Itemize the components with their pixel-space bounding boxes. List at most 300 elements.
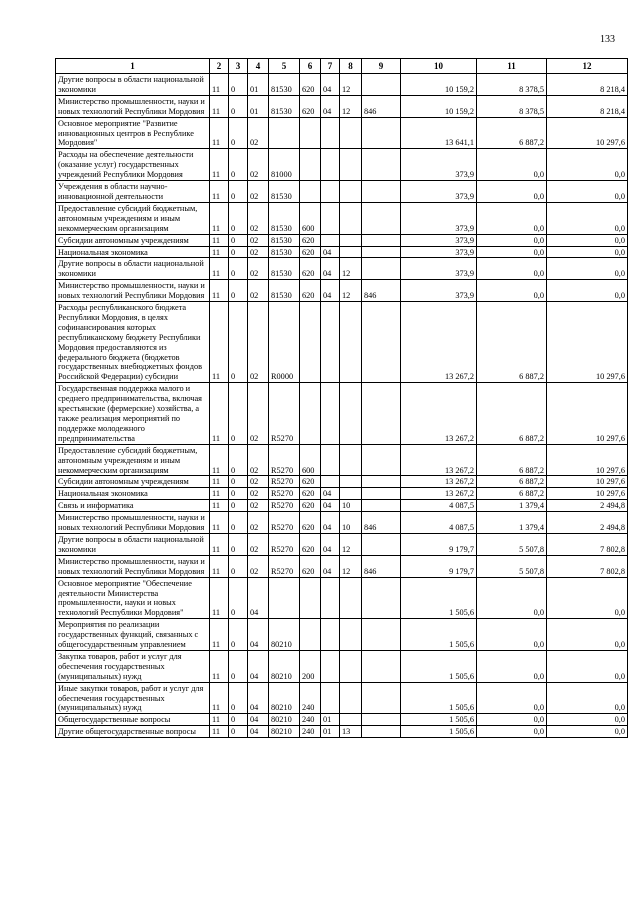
code-cell <box>362 74 401 96</box>
code-cell: 846 <box>362 555 401 577</box>
code-cell: 0 <box>229 650 248 682</box>
code-cell <box>362 476 401 488</box>
code-cell <box>340 202 362 234</box>
code-cell <box>340 302 362 383</box>
item-name-cell: Министерство промышленности, науки и новых технологий Республики Мордовия <box>56 280 210 302</box>
code-cell: 80210 <box>269 650 300 682</box>
table-row <box>56 577 628 619</box>
code-cell <box>362 577 401 619</box>
table-row <box>56 512 628 534</box>
amount-cell: 0,0 <box>477 202 547 234</box>
code-cell <box>300 181 321 203</box>
code-cell: R5270 <box>269 476 300 488</box>
code-cell <box>340 149 362 181</box>
code-cell: 02 <box>248 500 269 512</box>
table-row <box>56 258 628 280</box>
code-cell <box>362 619 401 651</box>
amount-cell: 5 507,8 <box>477 533 547 555</box>
code-cell: R5270 <box>269 488 300 500</box>
amount-cell: 0,0 <box>477 246 547 258</box>
table-row <box>56 246 628 258</box>
amount-cell: 1 505,6 <box>401 619 477 651</box>
item-name-cell: Министерство промышленности, науки и новых технологий Республики Мордовия <box>56 555 210 577</box>
amount-cell: 8 218,4 <box>547 95 628 117</box>
amount-cell: 10 297,6 <box>547 117 628 149</box>
code-cell <box>340 476 362 488</box>
item-name-cell: Расходы республиканского бюджета Республики Мордовия, в целях софинансирования которых республиканскому бюджету Республики Мордовия предоставляются из федерального бюджета (бюджетов государственных внебюджетных фондов Российской Федерации) субсидии <box>56 302 210 383</box>
code-cell <box>321 577 340 619</box>
code-cell: 240 <box>300 714 321 726</box>
code-cell: 620 <box>300 246 321 258</box>
code-cell: 12 <box>340 533 362 555</box>
code-cell: R5270 <box>269 555 300 577</box>
amount-cell: 7 802,8 <box>547 555 628 577</box>
code-cell: 11 <box>210 619 229 651</box>
amount-cell: 2 494,8 <box>547 500 628 512</box>
code-cell <box>321 302 340 383</box>
table-row <box>56 95 628 117</box>
item-name-cell: Национальная экономика <box>56 246 210 258</box>
amount-cell: 4 087,5 <box>401 500 477 512</box>
code-cell <box>340 682 362 714</box>
code-cell <box>362 682 401 714</box>
code-cell: 11 <box>210 476 229 488</box>
code-cell: 11 <box>210 181 229 203</box>
code-cell: 04 <box>321 500 340 512</box>
code-cell: 80210 <box>269 619 300 651</box>
column-header: 10 <box>401 59 477 74</box>
column-header: 9 <box>362 59 401 74</box>
code-cell <box>362 726 401 738</box>
code-cell: 620 <box>300 280 321 302</box>
amount-cell: 373,9 <box>401 181 477 203</box>
table-row <box>56 149 628 181</box>
amount-cell: 8 378,5 <box>477 74 547 96</box>
amount-cell: 373,9 <box>401 280 477 302</box>
code-cell: 02 <box>248 258 269 280</box>
code-cell: 11 <box>210 533 229 555</box>
amount-cell: 0,0 <box>547 149 628 181</box>
amount-cell: 0,0 <box>477 234 547 246</box>
code-cell: 02 <box>248 280 269 302</box>
amount-cell: 7 802,8 <box>547 533 628 555</box>
amount-cell: 0,0 <box>477 577 547 619</box>
code-cell: 0 <box>229 682 248 714</box>
code-cell: 02 <box>248 302 269 383</box>
amount-cell: 0,0 <box>547 246 628 258</box>
code-cell: 12 <box>340 555 362 577</box>
amount-cell: 0,0 <box>547 682 628 714</box>
code-cell <box>362 234 401 246</box>
code-cell: 0 <box>229 619 248 651</box>
code-cell <box>340 577 362 619</box>
amount-cell: 0,0 <box>547 234 628 246</box>
code-cell <box>362 258 401 280</box>
code-cell: 04 <box>321 488 340 500</box>
code-cell: 80210 <box>269 714 300 726</box>
amount-cell: 6 887,2 <box>477 383 547 444</box>
code-cell <box>321 444 340 476</box>
code-cell: 11 <box>210 302 229 383</box>
amount-cell: 0,0 <box>477 650 547 682</box>
code-cell: 12 <box>340 74 362 96</box>
code-cell <box>362 246 401 258</box>
table-row <box>56 234 628 246</box>
table-row <box>56 555 628 577</box>
code-cell: 10 <box>340 512 362 534</box>
item-name-cell: Мероприятия по реализации государственных функций, связанных с общегосударственным управлением <box>56 619 210 651</box>
code-cell: 600 <box>300 444 321 476</box>
code-cell: 0 <box>229 726 248 738</box>
code-cell: 11 <box>210 95 229 117</box>
amount-cell: 0,0 <box>547 726 628 738</box>
code-cell <box>321 149 340 181</box>
amount-cell: 8 218,4 <box>547 74 628 96</box>
code-cell: 01 <box>321 714 340 726</box>
code-cell: 11 <box>210 258 229 280</box>
amount-cell: 9 179,7 <box>401 555 477 577</box>
table-row <box>56 488 628 500</box>
code-cell <box>340 714 362 726</box>
item-name-cell: Министерство промышленности, науки и новых технологий Республики Мордовия <box>56 95 210 117</box>
code-cell <box>321 682 340 714</box>
table-row <box>56 74 628 96</box>
code-cell: 11 <box>210 488 229 500</box>
code-cell: 620 <box>300 512 321 534</box>
column-header: 3 <box>229 59 248 74</box>
code-cell <box>362 444 401 476</box>
code-cell: 02 <box>248 149 269 181</box>
amount-cell: 13 267,2 <box>401 488 477 500</box>
amount-cell: 1 379,4 <box>477 512 547 534</box>
code-cell <box>340 234 362 246</box>
amount-cell: 13 267,2 <box>401 383 477 444</box>
code-cell: 02 <box>248 383 269 444</box>
code-cell: 13 <box>340 726 362 738</box>
code-cell: 11 <box>210 117 229 149</box>
item-name-cell: Субсидии автономным учреждениям <box>56 234 210 246</box>
code-cell <box>340 619 362 651</box>
code-cell: 620 <box>300 95 321 117</box>
code-cell: 0 <box>229 383 248 444</box>
code-cell: 240 <box>300 726 321 738</box>
code-cell: 81000 <box>269 149 300 181</box>
code-cell: 620 <box>300 488 321 500</box>
code-cell <box>362 117 401 149</box>
amount-cell: 10 297,6 <box>547 302 628 383</box>
amount-cell: 1 379,4 <box>477 500 547 512</box>
code-cell: 0 <box>229 577 248 619</box>
code-cell: 04 <box>321 512 340 534</box>
code-cell <box>269 117 300 149</box>
code-cell: 12 <box>340 95 362 117</box>
amount-cell: 373,9 <box>401 246 477 258</box>
code-cell: 0 <box>229 280 248 302</box>
code-cell <box>300 383 321 444</box>
amount-cell: 1 505,6 <box>401 714 477 726</box>
table-row <box>56 202 628 234</box>
code-cell: 11 <box>210 383 229 444</box>
code-cell: R5270 <box>269 512 300 534</box>
amount-cell: 4 087,5 <box>401 512 477 534</box>
code-cell <box>321 234 340 246</box>
code-cell <box>321 619 340 651</box>
code-cell: 846 <box>362 512 401 534</box>
item-name-cell: Другие вопросы в области национальной экономики <box>56 74 210 96</box>
table-row <box>56 650 628 682</box>
code-cell: 02 <box>248 476 269 488</box>
code-cell: 0 <box>229 714 248 726</box>
column-header: 6 <box>300 59 321 74</box>
code-cell: 04 <box>321 280 340 302</box>
code-cell: 0 <box>229 302 248 383</box>
amount-cell: 373,9 <box>401 258 477 280</box>
column-header: 7 <box>321 59 340 74</box>
amount-cell: 9 179,7 <box>401 533 477 555</box>
table-row <box>56 444 628 476</box>
amount-cell: 0,0 <box>547 280 628 302</box>
code-cell: 81530 <box>269 202 300 234</box>
amount-cell: 13 641,1 <box>401 117 477 149</box>
amount-cell: 373,9 <box>401 202 477 234</box>
code-cell: 620 <box>300 555 321 577</box>
code-cell <box>362 202 401 234</box>
amount-cell: 0,0 <box>547 650 628 682</box>
code-cell: 0 <box>229 74 248 96</box>
item-name-cell: Предоставление субсидий бюджетным, автономным учреждениям и иным некоммерческим организациям <box>56 444 210 476</box>
code-cell: 02 <box>248 512 269 534</box>
code-cell: 11 <box>210 74 229 96</box>
code-cell: 0 <box>229 476 248 488</box>
table-row <box>56 726 628 738</box>
code-cell: 01 <box>248 95 269 117</box>
amount-cell: 13 267,2 <box>401 476 477 488</box>
code-cell: 04 <box>248 577 269 619</box>
code-cell: 04 <box>321 555 340 577</box>
code-cell: 04 <box>248 650 269 682</box>
table-row <box>56 619 628 651</box>
code-cell <box>340 246 362 258</box>
column-header: 11 <box>477 59 547 74</box>
code-cell: 0 <box>229 512 248 534</box>
column-header: 12 <box>547 59 628 74</box>
code-cell: 11 <box>210 444 229 476</box>
code-cell: 10 <box>340 500 362 512</box>
code-cell: 11 <box>210 246 229 258</box>
code-cell: 0 <box>229 488 248 500</box>
item-name-cell: Основное мероприятие "Развитие инновационных центров в Республике Мордовия" <box>56 117 210 149</box>
code-cell: 11 <box>210 726 229 738</box>
item-name-cell: Государственная поддержка малого и среднего предпринимательства, включая крестьянские (фермерские) хозяйства, а также реализация мероприятий по поддержке молодежного предпринимательства <box>56 383 210 444</box>
code-cell: 02 <box>248 488 269 500</box>
code-cell: 04 <box>321 95 340 117</box>
code-cell: 0 <box>229 555 248 577</box>
amount-cell: 0,0 <box>547 577 628 619</box>
code-cell <box>300 619 321 651</box>
amount-cell: 0,0 <box>547 714 628 726</box>
item-name-cell: Закупка товаров, работ и услуг для обеспечения государственных (муниципальных) нужд <box>56 650 210 682</box>
code-cell <box>362 149 401 181</box>
item-name-cell: Иные закупки товаров, работ и услуг для обеспечения государственных (муниципальных) нужд <box>56 682 210 714</box>
table-row <box>56 682 628 714</box>
code-cell: R5270 <box>269 500 300 512</box>
amount-cell: 10 297,6 <box>547 444 628 476</box>
column-header: 5 <box>269 59 300 74</box>
code-cell <box>340 117 362 149</box>
code-cell <box>300 117 321 149</box>
table-row <box>56 383 628 444</box>
code-cell: 02 <box>248 246 269 258</box>
code-cell: 0 <box>229 234 248 246</box>
item-name-cell: Связь и информатика <box>56 500 210 512</box>
code-cell <box>340 181 362 203</box>
amount-cell: 0,0 <box>477 682 547 714</box>
amount-cell: 5 507,8 <box>477 555 547 577</box>
code-cell <box>340 488 362 500</box>
code-cell <box>362 533 401 555</box>
code-cell <box>362 650 401 682</box>
code-cell: R0000 <box>269 302 300 383</box>
code-cell: 11 <box>210 577 229 619</box>
code-cell: 81530 <box>269 181 300 203</box>
code-cell: 0 <box>229 500 248 512</box>
amount-cell: 8 378,5 <box>477 95 547 117</box>
code-cell <box>362 500 401 512</box>
code-cell: 04 <box>248 714 269 726</box>
amount-cell: 1 505,6 <box>401 726 477 738</box>
code-cell: 04 <box>321 258 340 280</box>
code-cell: 240 <box>300 682 321 714</box>
amount-cell: 0,0 <box>547 619 628 651</box>
item-name-cell: Предоставление субсидий бюджетным, автономным учреждениям и иным некоммерческим организациям <box>56 202 210 234</box>
code-cell: 11 <box>210 202 229 234</box>
code-cell: 04 <box>321 74 340 96</box>
code-cell: 11 <box>210 280 229 302</box>
amount-cell: 0,0 <box>477 726 547 738</box>
amount-cell: 0,0 <box>547 258 628 280</box>
code-cell: R5270 <box>269 444 300 476</box>
code-cell: 04 <box>248 682 269 714</box>
amount-cell: 10 159,2 <box>401 95 477 117</box>
code-cell: 02 <box>248 202 269 234</box>
amount-cell: 0,0 <box>477 149 547 181</box>
amount-cell: 1 505,6 <box>401 577 477 619</box>
amount-cell: 6 887,2 <box>477 476 547 488</box>
code-cell: 11 <box>210 234 229 246</box>
code-cell: 04 <box>248 619 269 651</box>
code-cell <box>300 302 321 383</box>
code-cell <box>321 383 340 444</box>
table-row <box>56 117 628 149</box>
code-cell: 600 <box>300 202 321 234</box>
code-cell: 81530 <box>269 74 300 96</box>
code-cell: 11 <box>210 149 229 181</box>
table-row <box>56 280 628 302</box>
code-cell <box>321 476 340 488</box>
amount-cell: 1 505,6 <box>401 682 477 714</box>
amount-cell: 1 505,6 <box>401 650 477 682</box>
amount-cell: 13 267,2 <box>401 302 477 383</box>
code-cell: 11 <box>210 500 229 512</box>
amount-cell: 6 887,2 <box>477 302 547 383</box>
budget-table <box>55 58 628 738</box>
code-cell: 0 <box>229 149 248 181</box>
code-cell <box>362 383 401 444</box>
code-cell: R5270 <box>269 533 300 555</box>
code-cell: 620 <box>300 500 321 512</box>
item-name-cell: Министерство промышленности, науки и новых технологий Республики Мордовия <box>56 512 210 534</box>
code-cell <box>300 577 321 619</box>
code-cell <box>300 149 321 181</box>
item-name-cell: Основное мероприятие "Обеспечение деятельности Министерства промышленности, науки и новых технологий Республики Мордовия" <box>56 577 210 619</box>
code-cell: 80210 <box>269 726 300 738</box>
code-cell: 620 <box>300 533 321 555</box>
amount-cell: 0,0 <box>477 280 547 302</box>
code-cell: 200 <box>300 650 321 682</box>
amount-cell: 10 159,2 <box>401 74 477 96</box>
code-cell: 81530 <box>269 246 300 258</box>
code-cell: 0 <box>229 95 248 117</box>
item-name-cell: Национальная экономика <box>56 488 210 500</box>
amount-cell: 2 494,8 <box>547 512 628 534</box>
code-cell: 04 <box>321 246 340 258</box>
code-cell: 620 <box>300 234 321 246</box>
code-cell: 0 <box>229 181 248 203</box>
amount-cell: 10 297,6 <box>547 476 628 488</box>
amount-cell: 0,0 <box>477 714 547 726</box>
amount-cell: 6 887,2 <box>477 444 547 476</box>
code-cell: 11 <box>210 555 229 577</box>
code-cell: 846 <box>362 280 401 302</box>
column-header: 4 <box>248 59 269 74</box>
amount-cell: 0,0 <box>547 181 628 203</box>
code-cell: 0 <box>229 246 248 258</box>
code-cell: 11 <box>210 650 229 682</box>
item-name-cell: Другие общегосударственные вопросы <box>56 726 210 738</box>
column-header: 1 <box>56 59 210 74</box>
code-cell <box>362 181 401 203</box>
code-cell <box>321 117 340 149</box>
column-header: 2 <box>210 59 229 74</box>
code-cell <box>362 488 401 500</box>
code-cell <box>340 444 362 476</box>
table-row <box>56 302 628 383</box>
code-cell: 02 <box>248 117 269 149</box>
code-cell: 81530 <box>269 258 300 280</box>
code-cell: 80210 <box>269 682 300 714</box>
code-cell: 81530 <box>269 95 300 117</box>
amount-cell: 0,0 <box>547 202 628 234</box>
code-cell: 01 <box>321 726 340 738</box>
item-name-cell: Учреждения в области научно-инновационной деятельности <box>56 181 210 203</box>
amount-cell: 13 267,2 <box>401 444 477 476</box>
item-name-cell: Расходы на обеспечение деятельности (оказание услуг) государственных учреждений Республики Мордовия <box>56 149 210 181</box>
code-cell <box>321 202 340 234</box>
code-cell: 02 <box>248 234 269 246</box>
code-cell: 620 <box>300 74 321 96</box>
code-cell: 11 <box>210 682 229 714</box>
code-cell: 02 <box>248 533 269 555</box>
code-cell: 02 <box>248 555 269 577</box>
code-cell <box>362 714 401 726</box>
item-name-cell: Другие вопросы в области национальной экономики <box>56 258 210 280</box>
code-cell: 0 <box>229 258 248 280</box>
table-header-row <box>56 59 628 74</box>
page-number: 133 <box>600 34 615 45</box>
code-cell: 0 <box>229 117 248 149</box>
code-cell <box>340 383 362 444</box>
code-cell <box>340 650 362 682</box>
